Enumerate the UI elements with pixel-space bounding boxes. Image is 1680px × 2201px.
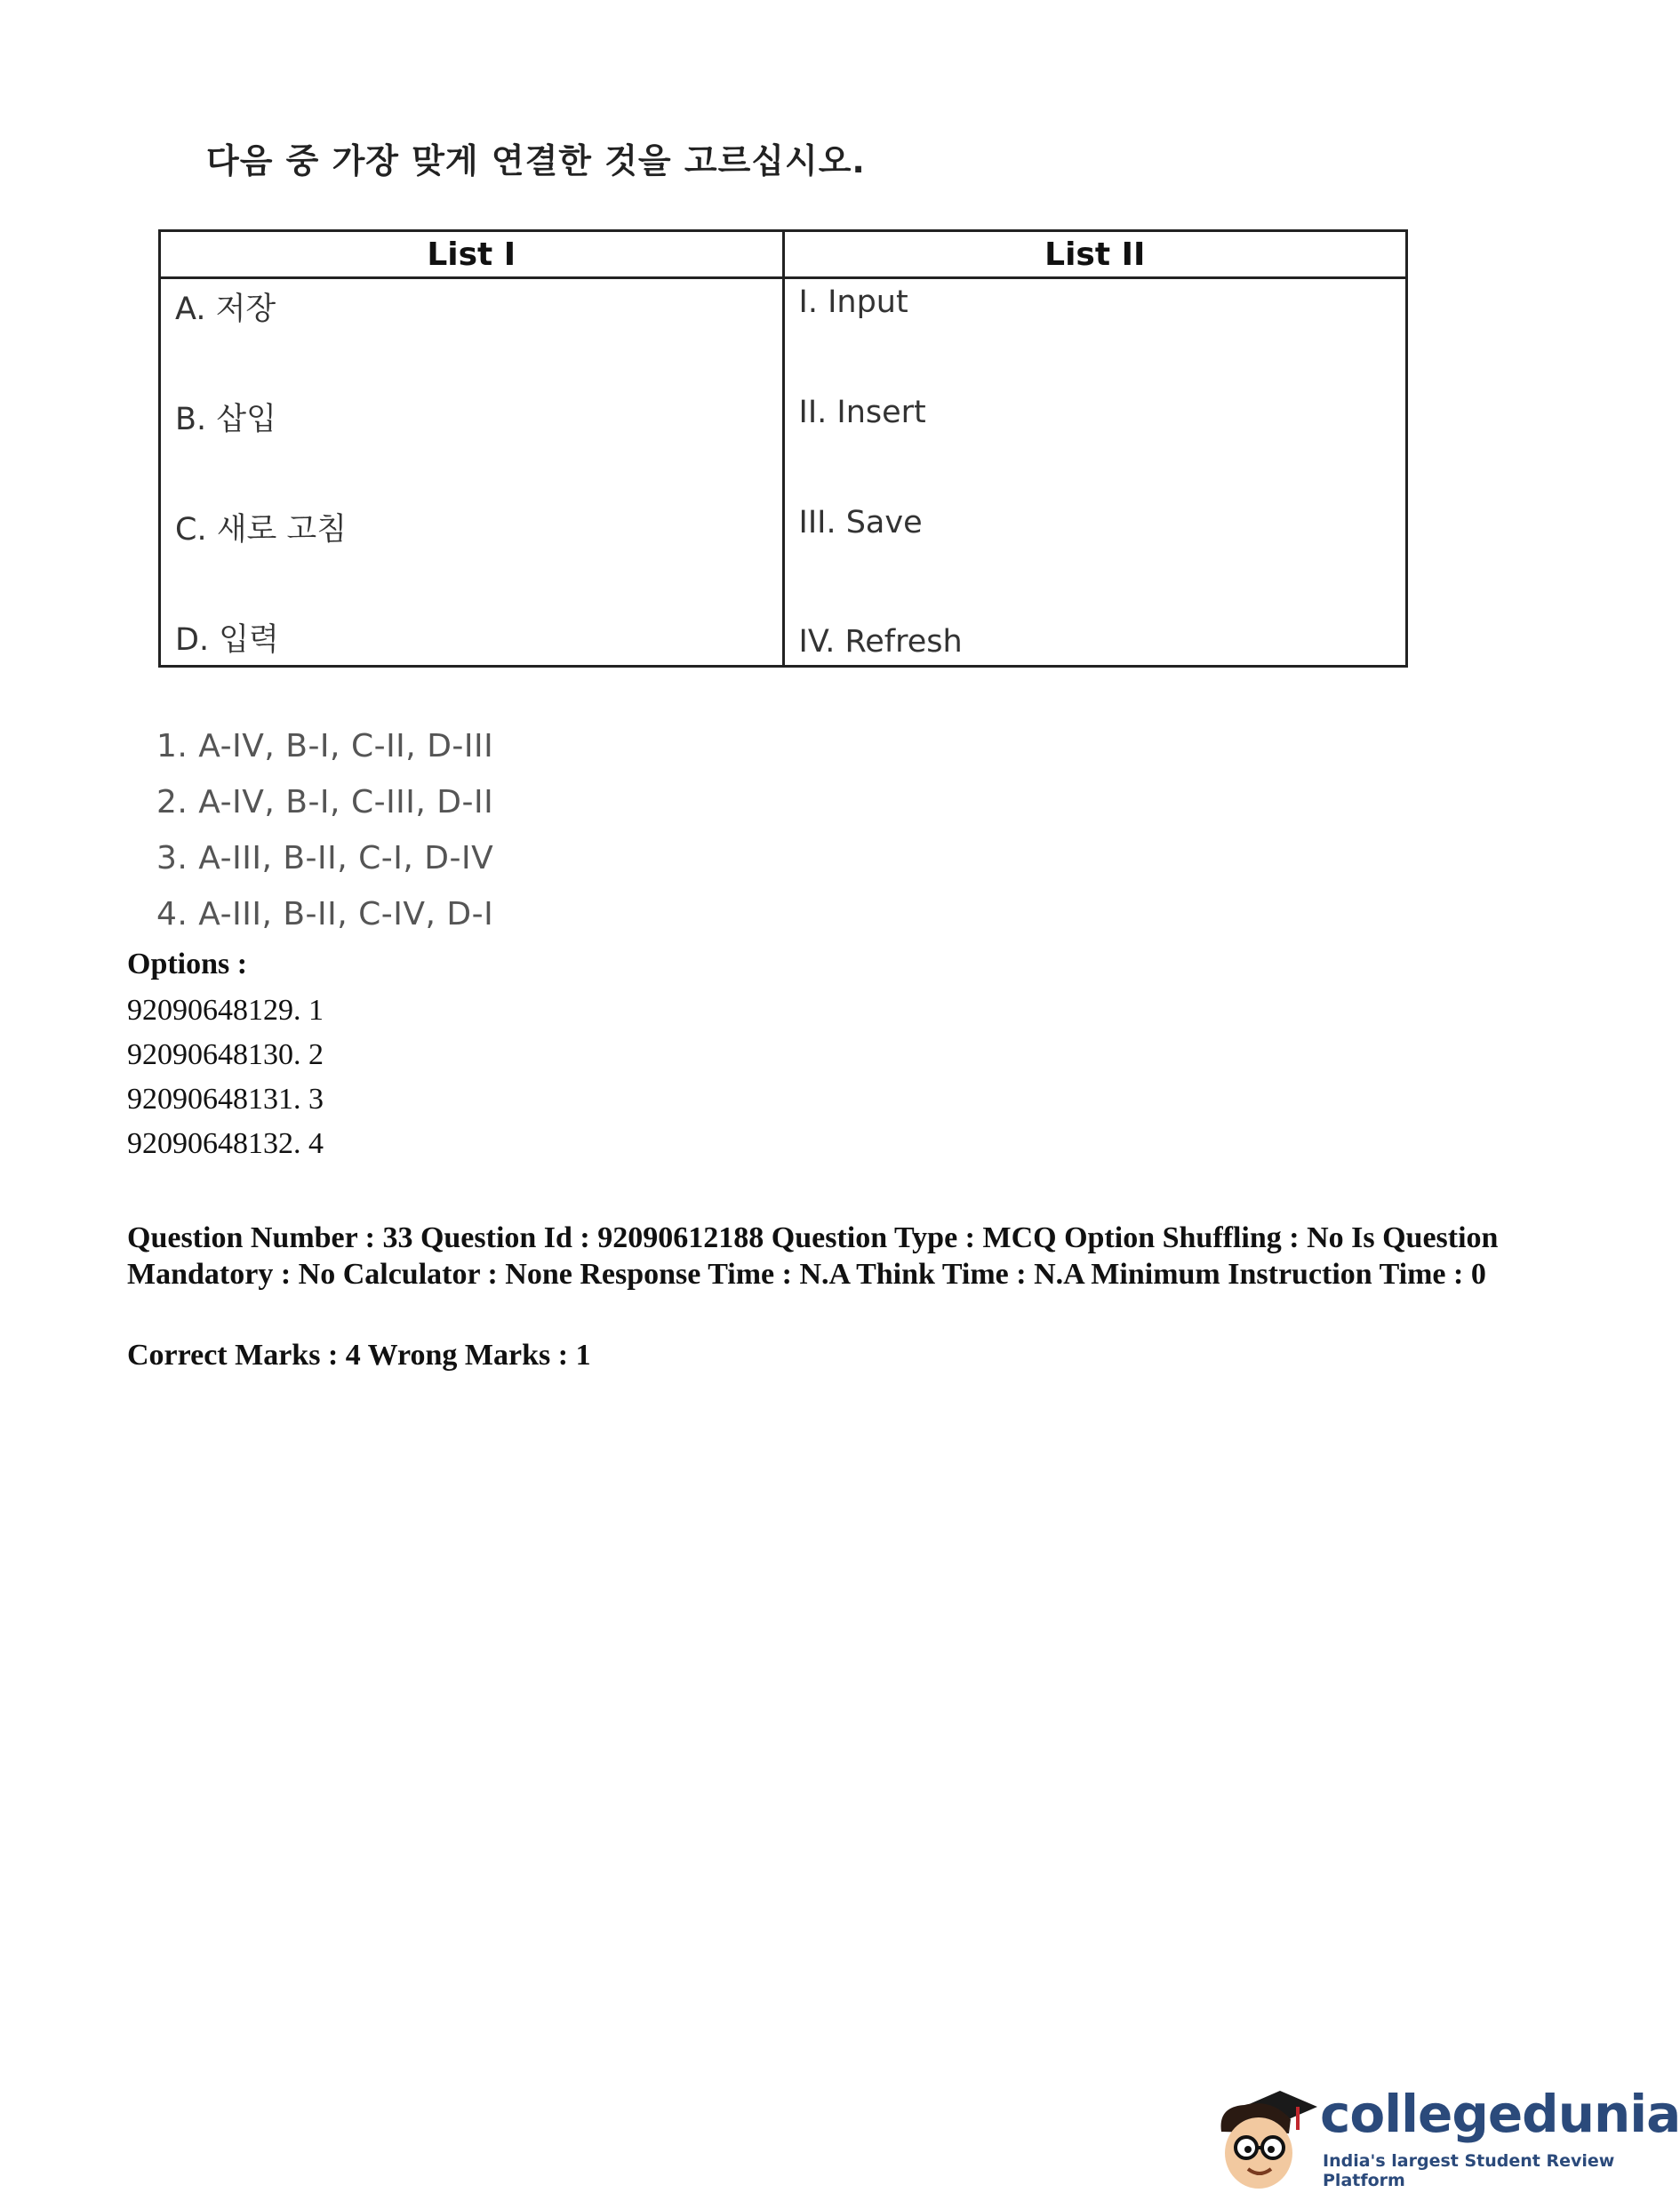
list-ii-header: List II xyxy=(783,231,1407,278)
list-ii-cell: II. Insert xyxy=(783,389,1407,500)
option-item: 92090648132. 4 xyxy=(127,1127,324,1160)
answer-choice: 1. A-IV, B-I, C-II, D-III xyxy=(156,728,494,764)
list-i-cell: A. 저장 xyxy=(160,278,784,390)
marks-info: Correct Marks : 4 Wrong Marks : 1 xyxy=(127,1339,591,1372)
list-ii-cell: IV. Refresh xyxy=(783,610,1407,667)
list-i-cell: C. 새로 고침 xyxy=(160,500,784,610)
table-row xyxy=(160,389,1407,500)
question-metadata: Question Number : 33 Question Id : 92090612188 Question Type : MCQ Option Shuffling : No Is Question Mandatory : No Calculator : None Response Time : N.A Think Time : N.A Minimum Instruction Time : 0 xyxy=(127,1221,1499,1291)
matching-table xyxy=(158,229,1408,668)
option-item: 92090648130. 2 xyxy=(127,1038,324,1071)
list-ii-cell: I. Input xyxy=(783,278,1407,390)
mascot-icon xyxy=(1209,2080,1324,2196)
table-row xyxy=(160,278,1407,390)
answer-choice: 4. A-III, B-II, C-IV, D-I xyxy=(156,896,494,932)
logo-wordmark: collegedunia xyxy=(1320,2084,1680,2144)
list-i-cell: B. 삽입 xyxy=(160,389,784,500)
collegedunia-logo xyxy=(1209,2080,1680,2196)
options-label: Options : xyxy=(127,948,248,980)
answer-choices xyxy=(156,718,493,942)
logo-tagline: India's largest Student Review Platform xyxy=(1323,2151,1615,2190)
list-ii-cell: III. Save xyxy=(783,500,1407,610)
table-row xyxy=(160,610,1407,667)
option-item: 92090648129. 1 xyxy=(127,994,324,1027)
list-i-cell: D. 입력 xyxy=(160,610,784,667)
options-list xyxy=(127,988,324,1166)
question-text: 다음 중 가장 맞게 연결한 것을 고르십시오. xyxy=(206,141,866,180)
answer-choice: 3. A-III, B-II, C-I, D-IV xyxy=(156,840,494,876)
option-item: 92090648131. 3 xyxy=(127,1083,324,1116)
table-header-row xyxy=(160,231,1407,278)
answer-choice: 2. A-IV, B-I, C-III, D-II xyxy=(156,784,494,820)
list-i-header: List I xyxy=(160,231,784,278)
table-row xyxy=(160,500,1407,610)
